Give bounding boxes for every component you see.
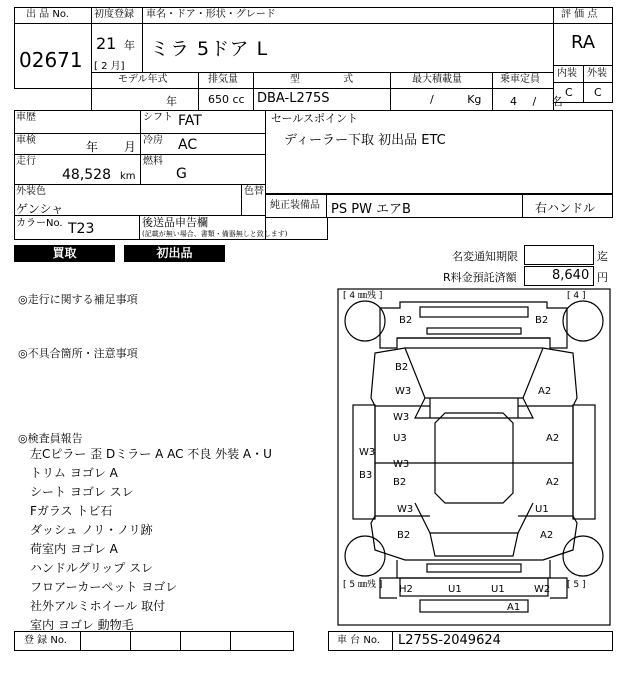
equipment-label: 純正装備品 (270, 200, 320, 211)
tire-front-right-icon (563, 301, 603, 341)
chassis-number: L275S-2049624 (398, 633, 501, 648)
car-damage-diagram (335, 288, 613, 628)
damage-mark: B2 (397, 530, 411, 541)
equipment-value: PS PW エアB (331, 202, 411, 217)
model-label: 型 式 (290, 74, 354, 85)
ac-value: AC (178, 137, 198, 153)
first-registration-year: 21 (96, 34, 117, 53)
color-no-label: カラーNo. (16, 218, 63, 229)
damage-mark: W3 (395, 386, 412, 397)
equipment-extra-box (265, 217, 328, 240)
mileage-label: 走行 (16, 156, 36, 167)
damage-mark: W3 (393, 412, 410, 423)
remark-line: Fガラス トビ石 (30, 504, 113, 518)
damage-mark: B2 (399, 315, 413, 326)
damage-mark: U1 (535, 504, 549, 515)
fuel-label: 燃料 (143, 156, 163, 167)
ac-label: 冷房 (143, 135, 163, 146)
tire-rear-right-icon (563, 536, 603, 576)
damage-mark: A1 (507, 602, 521, 613)
damage-mark: U3 (393, 433, 407, 444)
displacement-label: 排気量 (208, 74, 238, 85)
body-outline (371, 348, 577, 560)
remark-line: 左Cピラー 歪 Dミラー A AC 不良 外装 A・U (30, 447, 272, 461)
damage-mark: A2 (538, 386, 552, 397)
sales-point-label: セールスポイント (271, 112, 359, 125)
grade-label: 評 価 点 (561, 9, 598, 20)
interior-label: 内装 (557, 68, 577, 79)
capacity: 4 / 名 (510, 95, 563, 108)
defects-title: ◎不具合箇所・注意事項 (18, 347, 138, 360)
roof-outline (435, 413, 513, 503)
car-name-label: 車名・ドア・形状・グレード (146, 9, 276, 20)
damage-mark: W3 (359, 447, 376, 458)
mileage-unit: km (120, 171, 136, 182)
history-label: 車歴 (16, 112, 36, 123)
max-load-label: 最大積載量 (412, 74, 462, 85)
damage-mark: A2 (540, 530, 554, 541)
damage-mark: B2 (395, 362, 409, 373)
handle-value: 右ハンドル (535, 201, 596, 215)
driving-notes-title: ◎走行に関する補足事項 (18, 293, 138, 306)
first-listing-button[interactable]: 初出品 (124, 245, 225, 262)
first-registration-month: [ 2 月] (94, 61, 125, 72)
rear-bumper-outline (397, 560, 550, 578)
tire-front-right-label: [ 4 ] (567, 291, 586, 301)
mileage-value: 48,528 (62, 167, 111, 183)
damage-mark: A2 (546, 433, 560, 444)
exterior-score: C (594, 86, 602, 99)
inspection-value: 年 月 (86, 140, 136, 154)
remark-line: 室内 ヨゴレ 動物毛 (30, 618, 134, 632)
shift-label: シフト (143, 112, 173, 123)
remark-line: ダッシュ ノリ・ノリ跡 (30, 523, 153, 537)
name-change-label: 名変通知期限 (452, 250, 518, 263)
damage-mark: W3 (397, 504, 414, 515)
recycle-label: R料金預託済額 (443, 271, 517, 284)
tire-rear-left-icon (345, 536, 385, 576)
color-change-label: 色替 (244, 186, 264, 197)
purchase-button[interactable]: 買取 (14, 245, 115, 262)
grade-value: RA (571, 32, 596, 53)
remark-line: シート ヨゴレ スレ (30, 485, 134, 499)
inspection-label: 車検 (16, 135, 36, 146)
exterior-color-label: 外装色 (16, 186, 46, 197)
remark-line: トリム ヨゴレ A (30, 466, 118, 480)
damage-mark: H2 (399, 584, 413, 595)
model-code: DBA-L275S (257, 91, 330, 106)
declaration-note: (記載が無い場合、書類・備器無しと致します) (142, 230, 288, 238)
lot-number: 02671 (19, 48, 83, 72)
first-registration-label: 初度登録 (94, 9, 134, 20)
chassis-number-label: 車 台 No. (337, 635, 380, 646)
tire-rear-right-label: [ 5 ] (567, 580, 586, 590)
damage-mark: A2 (546, 477, 560, 488)
max-load: / Kg (430, 93, 482, 106)
exterior-label: 外装 (587, 68, 607, 79)
remark-line: フロアーカーペット ヨゴレ (30, 580, 178, 594)
damage-mark: B3 (359, 470, 373, 481)
name-change-box (524, 245, 594, 265)
name-change-unit: 迄 (597, 250, 608, 263)
remark-line: ハンドルグリップ スレ (30, 561, 154, 575)
remark-line: 荷室内 ヨゴレ A (30, 542, 118, 556)
damage-mark: W3 (393, 459, 410, 470)
damage-mark: U1 (491, 584, 505, 595)
exterior-color: ゲンシャ (16, 202, 64, 216)
recycle-unit: 円 (597, 271, 608, 284)
displacement: 650 cc (208, 93, 245, 106)
car-name: ミラ 5ドア L (150, 38, 269, 60)
color-no: T23 (68, 221, 95, 237)
recycle-amount: 8,640 (552, 268, 590, 283)
tire-front-left-label: [ 4 ㎜残 ] (343, 291, 383, 301)
damage-mark: B2 (535, 315, 549, 326)
tire-front-left-icon (345, 301, 385, 341)
inspector-report-title: ◎検査員報告 (18, 432, 83, 445)
shift-value: FAT (178, 113, 202, 129)
fuel-value: G (176, 166, 187, 182)
declaration-label: 後送品申告欄 (142, 216, 208, 229)
lot-number-label: 出 品 No. (26, 9, 69, 20)
damage-mark: W2 (534, 584, 551, 595)
diagram-frame (338, 289, 610, 625)
damage-mark: U1 (448, 584, 462, 595)
sales-point: ディーラー下取 初出品 ETC (284, 133, 446, 148)
registration-number-label: 登 録 No. (24, 635, 67, 646)
remark-line: 社外アルミホイール 取付 (30, 599, 166, 613)
damage-mark: B2 (393, 477, 407, 488)
model-year-label: モデル年式 (118, 74, 168, 85)
tire-rear-left-label: [ 5 ㎜残 ] (343, 580, 383, 590)
capacity-label: 乗車定員 (500, 74, 540, 85)
year-unit: 年 (124, 39, 135, 52)
interior-score: C (565, 86, 573, 99)
model-year-unit: 年 (166, 95, 177, 108)
